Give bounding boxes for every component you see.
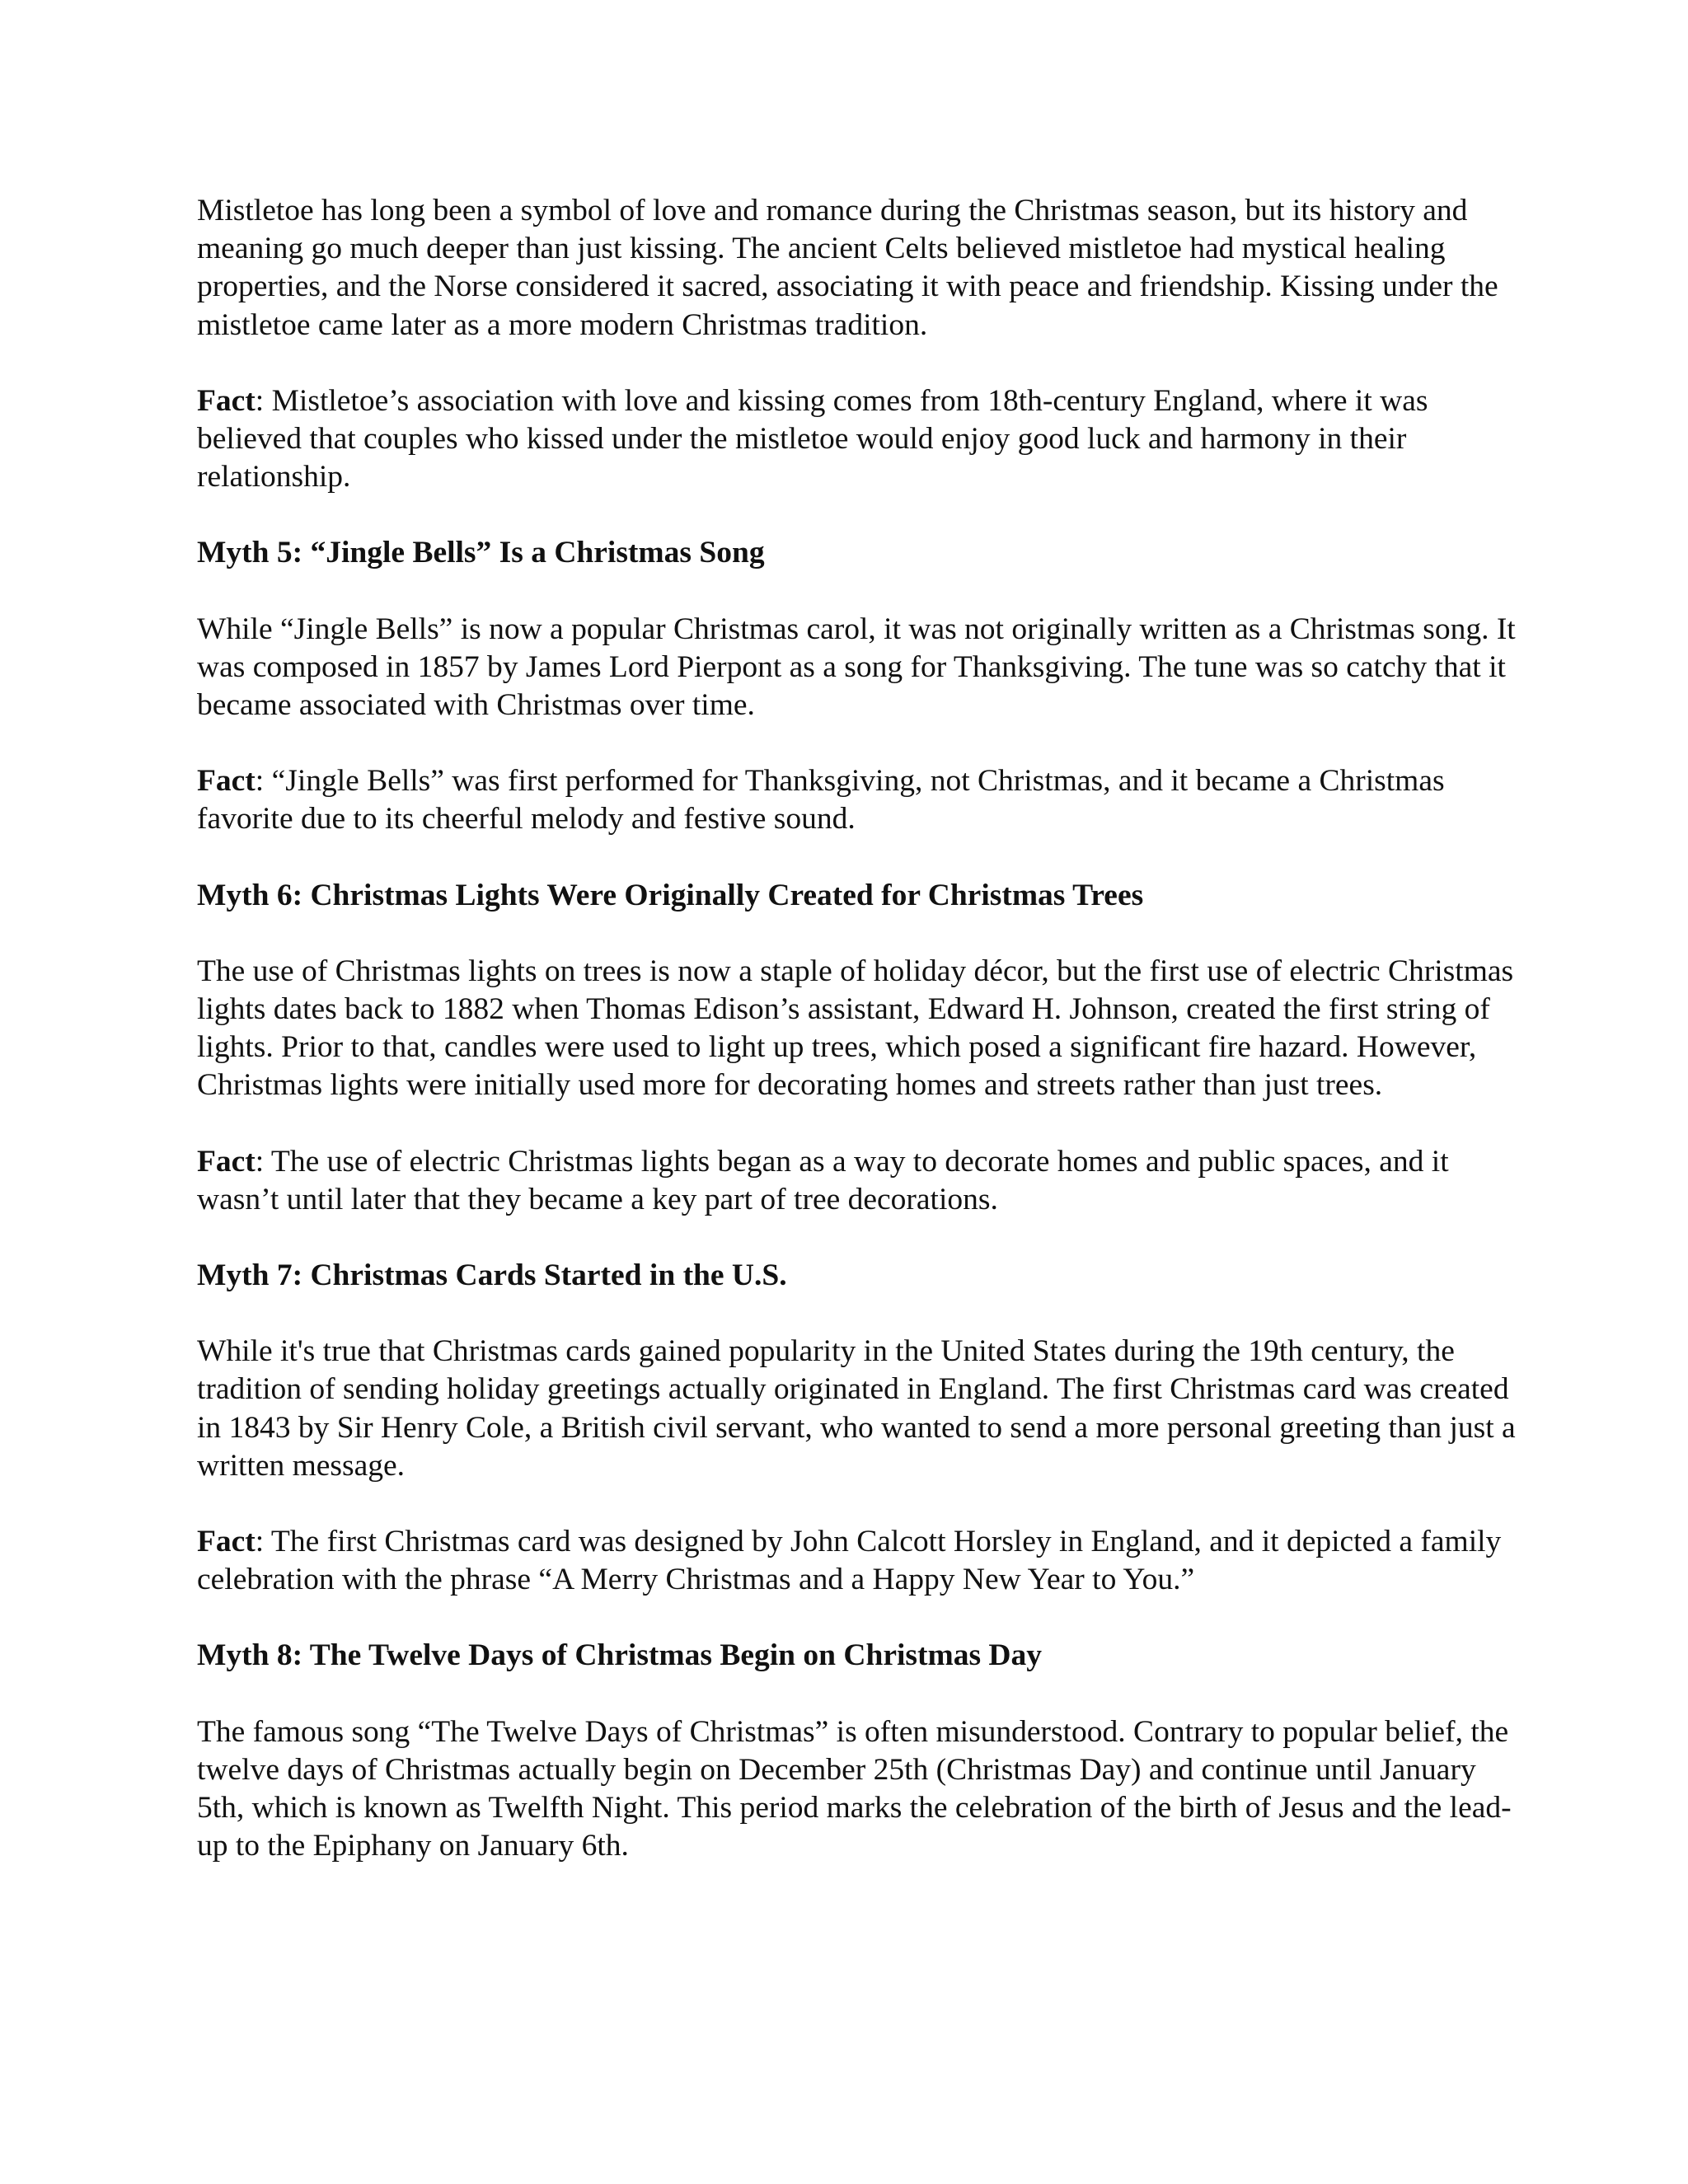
document-page: [197, 192, 1516, 1904]
heading-myth-6: Myth 6: Christmas Lights Were Originally Created for Christmas Trees: [197, 878, 1144, 912]
myth-8-paragraph: The famous song “The Twelve Days of Christmas” is often misunderstood. Contrary to popular belief, the twelve days of Christmas actually begin on December 25th (Christmas Day) and continue until January 5th, which is known as Twelfth Night. This period marks the celebration of the birth of Jesus and the lead-up to the Epiphany on January 6th.: [197, 1714, 1512, 1863]
fact-text: : Mistletoe’s association with love and kissing comes from 18th-century England, where it was believed that couples who kissed under the mistletoe would enjoy good luck and harmony in their relationship.: [197, 383, 1428, 494]
fact-paragraph-mistletoe: [197, 382, 1516, 497]
heading-myth-7: Myth 7: Christmas Cards Started in the U.S.: [197, 1258, 787, 1293]
fact-text: : The first Christmas card was designed by John Calcott Horsley in England, and it depicted a family celebration with the phrase “A Merry Christmas and a Happy New Year to You.”: [197, 1525, 1502, 1597]
fact-paragraph-myth-6: [197, 1143, 1516, 1219]
fact-label: Fact: [197, 1525, 256, 1559]
fact-text: : “Jingle Bells” was first performed for Thanksgiving, not Christmas, and it became a Christmas favorite due to its cheerful melody and festive sound.: [197, 764, 1445, 837]
fact-paragraph-myth-5: [197, 762, 1516, 838]
myth-6-paragraph: The use of Christmas lights on trees is now a staple of holiday décor, but the first use of electric Christmas lights dates back to 1882 when Thomas Edison’s assistant, Edward H. Johnson, created the first string of lights. Prior to that, candles were used to light up trees, which posed a significant fire hazard. However, Christmas lights were initially used more for decorating homes and streets rather than just trees.: [197, 954, 1514, 1103]
heading-myth-5: Myth 5: “Jingle Bells” Is a Christmas Song: [197, 536, 765, 570]
mistletoe-paragraph: Mistletoe has long been a symbol of love and romance during the Christmas season, but its history and meaning go much deeper than just kissing. The ancient Celts believed mistletoe had mystical healing properties, and the Norse considered it sacred, associating it with peace and friendship. Kissing under the mistletoe came later as a more modern Christmas tradition.: [197, 194, 1498, 342]
fact-text: : The use of electric Christmas lights began as a way to decorate homes and public spaces, and it wasn’t until later that they became a key part of tree decorations.: [197, 1144, 1449, 1216]
fact-label: Fact: [197, 383, 256, 418]
fact-label: Fact: [197, 764, 256, 799]
myth-5-paragraph: While “Jingle Bells” is now a popular Christmas carol, it was not originally written as a Christmas song. It was composed in 1857 by James Lord Pierpont as a song for Thanksgiving. The tune was so catchy that it became associated with Christmas over time.: [197, 612, 1516, 723]
fact-paragraph-myth-7: [197, 1523, 1516, 1599]
heading-myth-8: Myth 8: The Twelve Days of Christmas Begin on Christmas Day: [197, 1638, 1043, 1673]
fact-label: Fact: [197, 1144, 256, 1179]
myth-7-paragraph: While it's true that Christmas cards gained popularity in the United States during the 19th century, the tradition of sending holiday greetings actually originated in England. The first Christmas card was created in 1843 by Sir Henry Cole, a British civil servant, who wanted to send a more personal greeting than just a written message.: [197, 1334, 1516, 1483]
